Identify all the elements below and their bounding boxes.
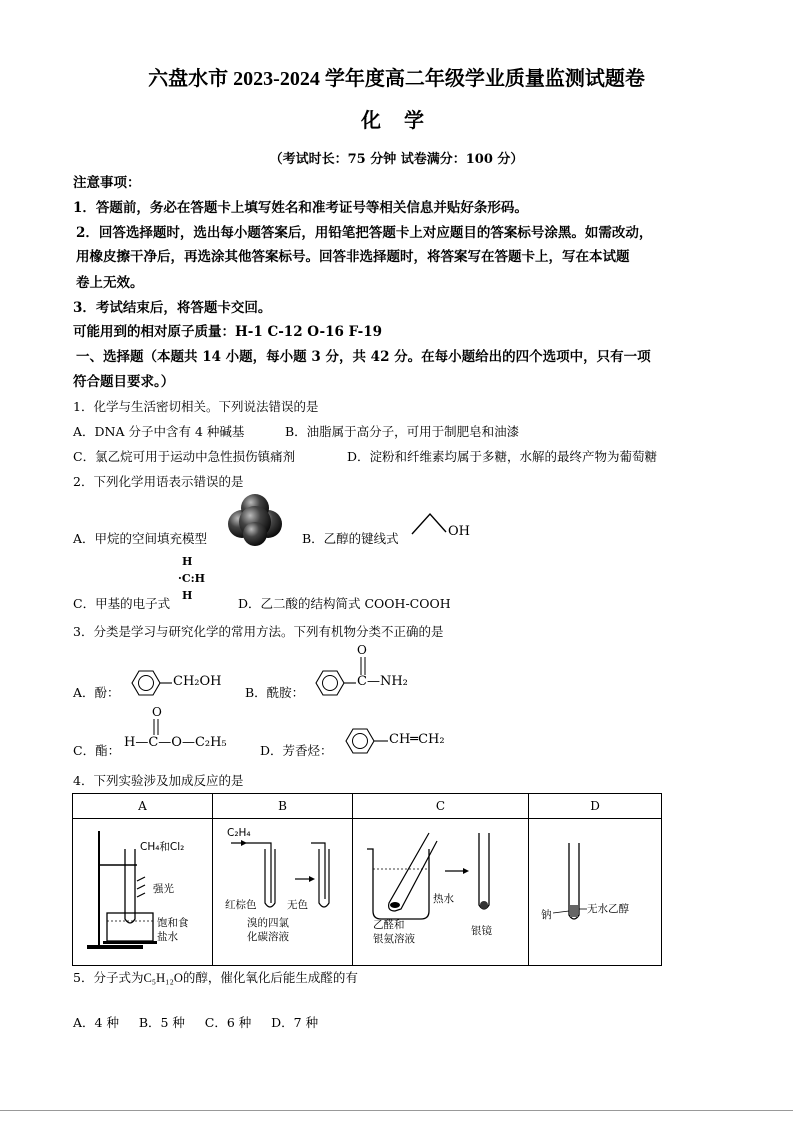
experiment-c-cell [353,819,529,966]
q5-stem [73,968,358,986]
label-d-eth: 无水乙醇 [587,903,629,915]
q1-option-a: A．DNA 分子中含有 4 种碱基 [73,424,245,439]
q1-stem: 1．化学与生活密切相关。下列说法错误的是 [73,399,319,414]
notes-heading: 注意事项： [73,175,141,191]
experiment-table [72,793,662,966]
label-a-light: 强光 [153,883,174,895]
label-c-hot: 热水 [433,893,454,905]
label-a-gas: CH₄和Cl₂ [140,841,185,853]
note-item-2a: 2．回答选择题时，选出每小题答案后，用铅笔把答题卡上对应题目的答案标号涂黑。如需改动， [76,225,653,241]
exam-info: （考试时长：75 分钟 试卷满分：100 分） [269,152,524,167]
q1-option-b: B．油脂属于高分子，可用于制肥皂和油漆 [285,424,520,439]
q3-c-oxygen: O [152,705,162,719]
methyl-ch: ·C:H [178,572,206,585]
methyl-h-bottom: H [182,589,193,602]
methyl-h-top: H [182,555,193,568]
note-item-3: 3．考试结束后，将答题卡交回。 [73,300,272,316]
experiment-a-cell [73,819,213,966]
q5-stem-b: 的醇，催化氧化后能生成醛的有 [182,970,358,985]
section1-heading-a: 一、选择题（本题共 14 小题，每小题 3 分，共 42 分。在每小题给出的四个选项中，只有一项 [76,349,651,365]
atomic-mass: 可能用到的相对原子质量：H-1 C-12 O-16 F-19 [73,324,382,340]
label-a-brine1: 饱和食 [157,917,189,929]
q3-option-b: B．酰胺： [245,685,305,700]
col-header-d: D [529,794,662,819]
q3-b-group: C—NH₂ [357,674,408,689]
page-bottom-rule [0,1110,793,1111]
q3-option-d: D．芳香烃： [260,743,333,758]
label-b-colorless: 无色 [287,899,308,911]
q3-d-group: CH═CH₂ [389,732,445,747]
label-a-brine2: 盐水 [157,931,178,943]
q3-option-a: A．酚： [73,685,120,700]
methane-model-image [222,492,288,548]
q2-option-d: D．乙二酸的结构简式 COOH-COOH [238,596,451,611]
col-header-a: A [73,794,213,819]
section1-heading-b: 符合题目要求。） [73,374,175,390]
q3-option-c: C．酯： [73,743,121,758]
q3-stem: 3．分类是学习与研究化学的常用方法。下列有机物分类不正确的是 [73,624,444,639]
note-item-1: 1．答题前，务必在答题卡上填写姓名和准考证号等相关信息并贴好条形码。 [73,200,528,216]
label-d-na: 钠 [541,909,552,921]
q5-stem-a: 5．分子式为 [73,970,144,985]
q1-option-c: C．氯乙烷可用于运动中急性损伤镇痛剂 [73,449,296,464]
apparatus-d-image [529,819,661,965]
benzene-ring-icon [122,666,172,700]
note-item-2b: 用橡皮擦干净后，再选涂其他答案标号。回答非选择题时，将答案写在答题卡上，写在本试题 [76,249,630,265]
benzene-ring-icon [306,666,356,700]
page-title: 六盘水市 2023-2024 学年度高二年级学业质量监测试题卷 [148,68,645,90]
q3-b-oxygen: O [357,643,367,657]
q2-option-b: B．乙醇的键线式 [302,531,399,546]
experiment-b-cell [213,819,353,966]
label-b-sol1: 溴的四氯 [247,917,289,929]
label-b-gas: C₂H₄ [227,827,251,839]
label-b-red: 红棕色 [225,899,257,911]
q3-c-formula: H—C—O—C₂H₅ [124,735,227,750]
q3-a-group: CH₂OH [173,674,222,689]
label-c-mix1: 乙醛和 [373,919,405,931]
note-item-2c: 卷上无效。 [76,275,144,291]
q5-formula: C₅H₁₂O [143,971,183,985]
col-header-b: B [213,794,353,819]
subject-title: 化 学 [361,108,432,132]
ethanol-oh-label: OH [448,524,470,539]
benzene-ring-icon [336,724,388,758]
q1-option-d: D．淀粉和纤维素均属于多糖，水解的最终产物为葡萄糖 [347,449,658,464]
label-b-sol2: 化碳溶液 [247,931,289,943]
ethanol-skeletal-image [410,508,450,538]
q2-stem: 2．下列化学用语表示错误的是 [73,474,244,489]
q4-stem: 4．下列实验涉及加成反应的是 [73,773,244,788]
experiment-d-cell [529,819,662,966]
label-c-mirror: 银镜 [471,925,492,937]
q5-options: A．4 种 B．5 种 C．6 种 D．7 种 [73,1015,319,1030]
label-c-mix2: 银氨溶液 [373,933,415,945]
q2-option-a: A．甲烷的空间填充模型 [73,531,208,546]
q2-option-c: C．甲基的电子式 [73,596,171,611]
col-header-c: C [353,794,529,819]
